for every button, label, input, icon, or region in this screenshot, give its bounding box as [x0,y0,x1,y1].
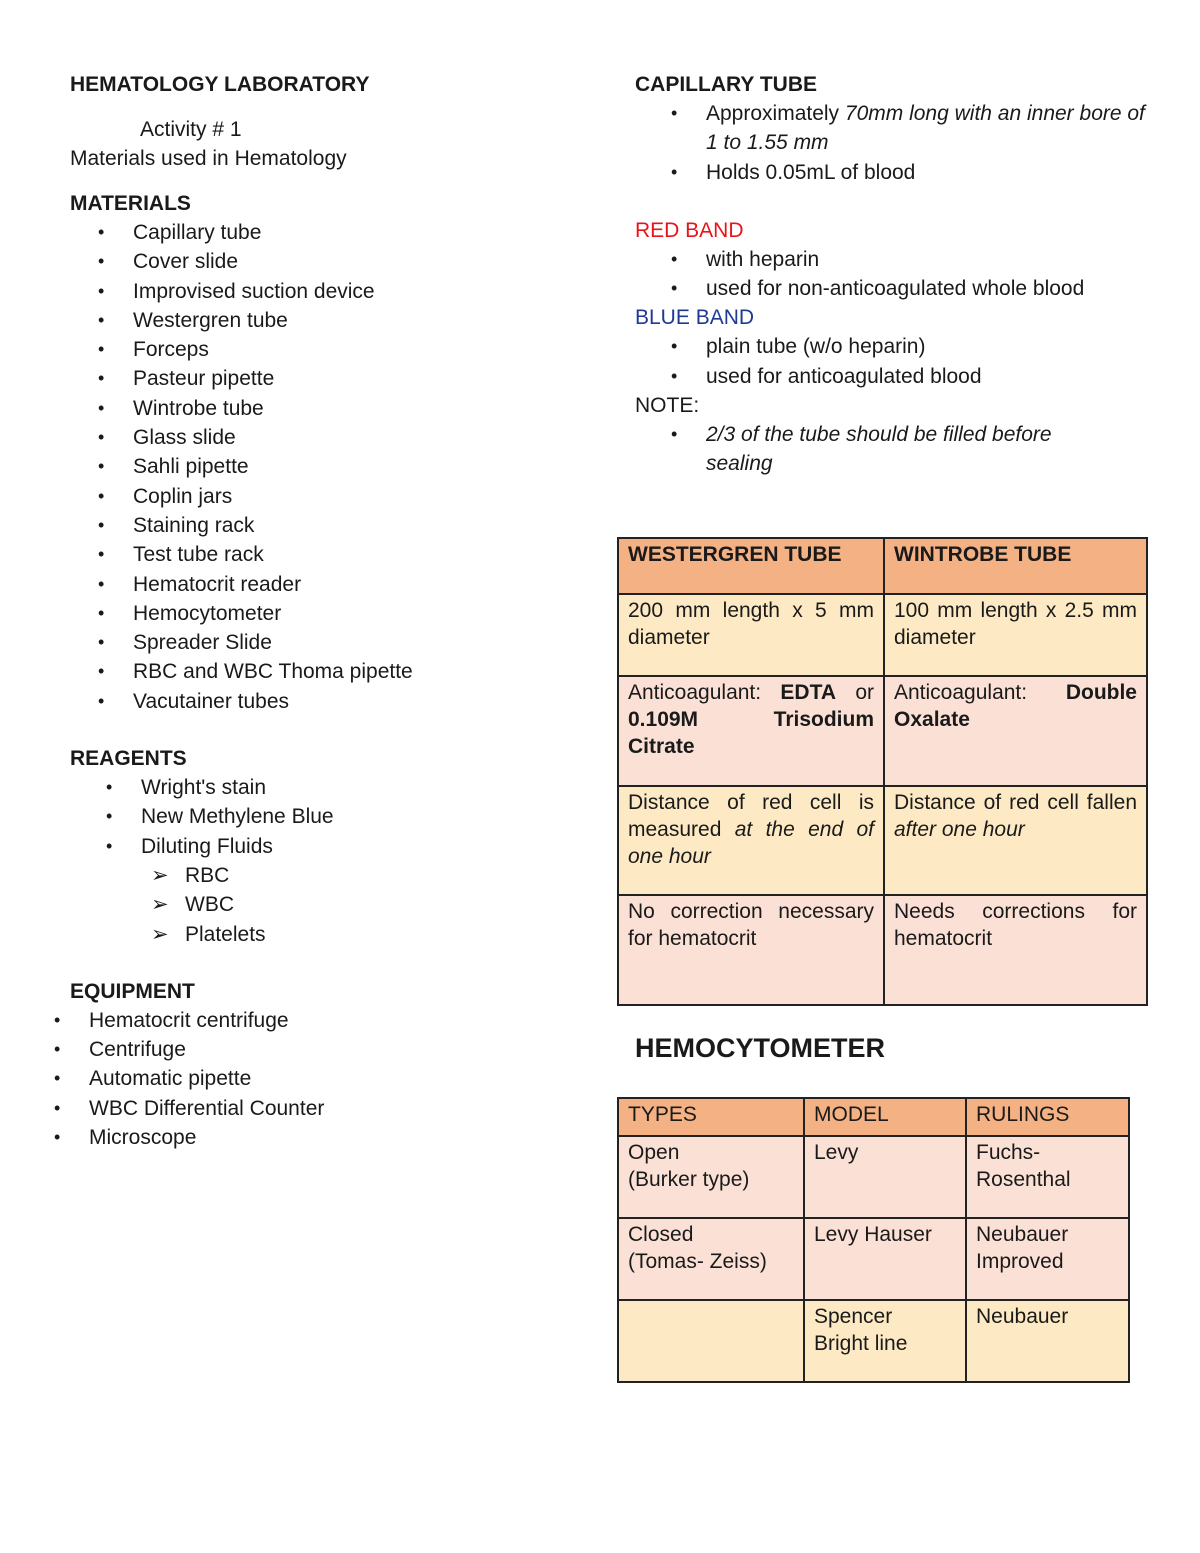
list-item: • used for anticoagulated blood [706,362,1150,391]
table-cell [618,1300,804,1382]
document-subtitle: Materials used in Hematology [70,147,347,170]
table-header-cell: WESTERGREN TUBE [618,538,884,594]
equipment-list [70,1006,570,1152]
list-item: • Hemocytometer [133,599,570,628]
table-row [618,786,1147,895]
hemocytometer-heading: HEMOCYTOMETER [635,1033,886,1063]
table-cell: Neubauer [966,1300,1129,1382]
red-band-list [635,245,1086,304]
table-header-row [618,1098,1129,1136]
table-cell: Distance of red cell is measured at the end of one hour [618,786,884,895]
list-item: • Sahli pipette [133,452,570,481]
table-row [618,895,1147,1005]
list-item: • RBC and WBC Thoma pipette [133,657,570,686]
list-item: • WBC Differential Counter [89,1094,570,1123]
reagents-heading: REAGENTS [70,747,187,771]
right-column [635,70,1150,479]
list-item: • Vacutainer tubes [133,687,570,716]
list-item: ➢ RBC [141,861,570,890]
list-item: • 2/3 of the tube should be filled before sealing [706,420,1106,479]
table-header-cell: TYPES [618,1098,804,1136]
list-item: • Wright's stain [141,773,570,802]
list-item: • Westergren tube [133,306,570,335]
list-item: • Wintrobe tube [133,394,570,423]
list-item: • Centrifuge [89,1035,570,1064]
list-item: • Glass slide [133,423,570,452]
list-item: • Cover slide [133,247,570,276]
list-item: • with heparin [706,245,1086,274]
materials-heading: MATERIALS [70,192,191,215]
table-header-cell: WINTROBE TUBE [884,538,1147,594]
table-cell: 200 mm length x 5 mm diameter [618,594,884,676]
list-item: • Holds 0.05mL of blood [706,158,1146,187]
blue-band-list [635,332,1150,391]
list-item: • Capillary tube [133,218,570,247]
diluting-fluids-list [70,861,570,949]
table-header-cell: MODEL [804,1098,966,1136]
list-item: • New Methylene Blue [141,802,570,831]
list-item: • Hematocrit centrifuge [89,1006,570,1035]
table-cell: Closed (Tomas- Zeiss) [618,1218,804,1300]
list-item: • Improvised suction device [133,277,570,306]
list-item: • Coplin jars [133,482,570,511]
table-cell: Fuchs- Rosenthal [966,1136,1129,1218]
table-cell: Levy [804,1136,966,1218]
table-row [618,1218,1129,1300]
table-cell: Needs corrections for hematocrit [884,895,1147,1005]
hemocytometer-table [617,1097,1130,1383]
list-item: • Hematocrit reader [133,570,570,599]
list-item: • used for non-anticoagulated whole blood [706,274,1086,303]
materials-list [70,218,570,716]
table-cell: Distance of red cell fallen after one hour [884,786,1147,895]
note-list [635,420,1106,479]
table-cell: Anticoagulant: Double Oxalate [884,676,1147,786]
list-item: ➢ WBC [141,890,570,919]
red-band-label: RED BAND [635,218,744,242]
list-item: • Forceps [133,335,570,364]
list-item: • Diluting Fluids [141,832,570,861]
table-row [618,1300,1129,1382]
tube-comparison-table [617,537,1148,1006]
blue-band-label: BLUE BAND [635,306,755,330]
arrow-bullet-icon: ➢ [151,863,169,887]
table-header-row [618,538,1147,594]
list-item: • Staining rack [133,511,570,540]
table-cell: No correction necessary for hematocrit [618,895,884,1005]
list-item: • plain tube (w/o heparin) [706,332,1150,361]
table-row [618,594,1147,676]
arrow-bullet-icon: ➢ [151,893,169,917]
note-label: NOTE: [635,394,700,418]
table-row [618,676,1147,786]
table-cell: Levy Hauser [804,1218,966,1300]
activity-number: Activity # 1 [140,118,242,141]
list-item: • Pasteur pipette [133,364,570,393]
reagents-list [70,773,570,861]
table-cell: Neubauer Improved [966,1218,1129,1300]
capillary-list [635,99,1146,187]
table-row [618,1136,1129,1218]
list-item: • Test tube rack [133,540,570,569]
document-title: HEMATOLOGY LABORATORY [70,73,370,96]
table-cell: Open (Burker type) [618,1136,804,1218]
list-item: • Approximately 70mm long with an inner bore of 1 to 1.55 mm [706,99,1146,158]
arrow-bullet-icon: ➢ [151,922,169,946]
list-item: • Automatic pipette [89,1064,570,1093]
left-column [70,70,570,1152]
list-item: • Spreader Slide [133,628,570,657]
equipment-heading: EQUIPMENT [70,979,195,1003]
list-item: ➢ Platelets [141,920,570,949]
list-item: • Microscope [89,1123,570,1152]
table-cell: Spencer Bright line [804,1300,966,1382]
capillary-tube-heading: CAPILLARY TUBE [635,73,818,96]
table-cell: Anticoagulant: EDTA or 0.109M Trisodium Citrate [618,676,884,786]
table-header-cell: RULINGS [966,1098,1129,1136]
table-cell: 100 mm length x 2.5 mm diameter [884,594,1147,676]
